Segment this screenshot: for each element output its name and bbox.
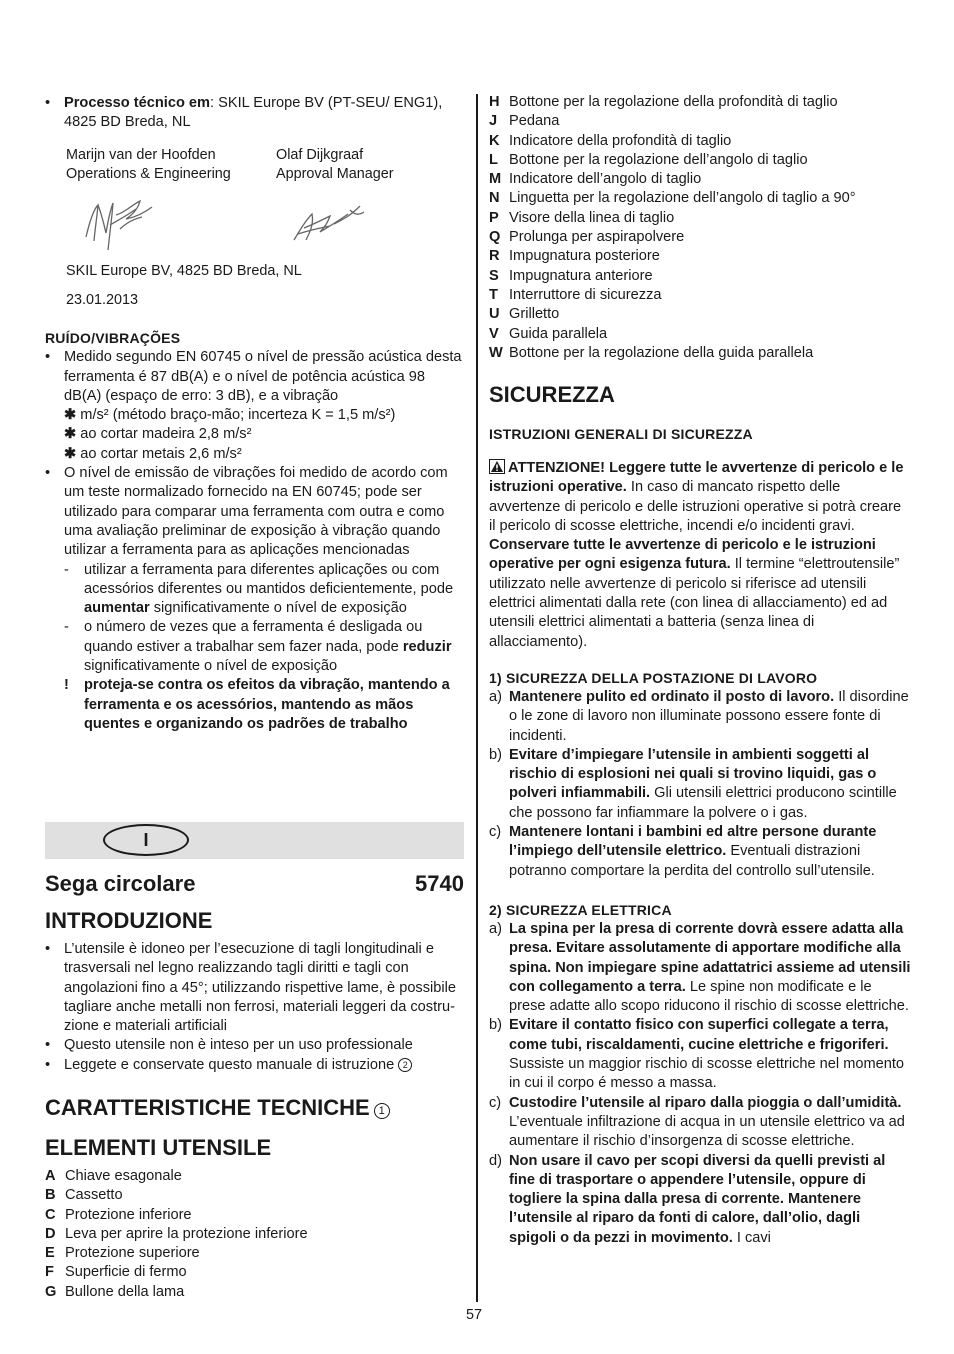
part-item: M Indicatore dell’angolo di taglio [489, 171, 702, 188]
tech-process-text: : SKIL Europe BV (PT-SEU/ ENG1), 4825 BD Breda, NL [64, 95, 443, 131]
part-item: B Cassetto [45, 1187, 123, 1204]
safety-heading: SICUREZZA [489, 382, 615, 407]
safety-item: a) La spina per la presa di corrente dovrà essere adatta alla presa. Evitare assolutamente di apportare modifiche alla spina. Non impiegare spine adattatrici assieme ad utensili con collegamento a terra. Le spine non modificate e le prese adatte allo scopo riducono il rischio di scosse elettriche. [489, 921, 911, 1015]
part-item: K Indicatore della profondità di taglio [489, 132, 732, 149]
safety-item: c) Custodire l’utensile al riparo dalla pioggia o dall’umidità. L’eventuale infiltrazione di acqua in un utensile elettrico va ad aumentare il rischio d’insorgenza di scosse elettriche. [489, 1094, 905, 1150]
signatory-1-name: Marijn van der Hoofden [66, 147, 216, 163]
noise-wood: ao cortar madeira 2,8 m/s² [80, 426, 252, 443]
star-icon: ✱ [64, 445, 77, 462]
noise-bullet: • Medido segundo EN 60745 o nível de pressão acústica desta ferramenta é 87 dB(A) e o nível de potência acústica 98 dB(A) (espaço de erro: 3 dB), e a vibração [45, 348, 465, 406]
part-item: V Guida parallela [489, 325, 608, 342]
general-safety-heading: ISTRUZIONI GENERALI DI SICUREZZA [489, 426, 753, 442]
work-area-heading: 1) SICUREZZA DELLA POSTAZIONE DI LAVORO [489, 670, 818, 686]
vibration-warning: ! proteja-se contra os efeitos da vibração, mantendo a ferramenta e os acessórios, mantendo as mãos quentes e organizando os padrões de trabalho [64, 677, 450, 732]
work-area-list [489, 688, 911, 881]
safety-item: a) Mantenere pulito ed ordinato il posto di lavoro. Il disordine o le zone di lavoro non illuminate possono essere fonte di incidenti. [489, 689, 909, 744]
part-item: D Leva per aprire la protezione inferiore [45, 1225, 308, 1242]
language-bar [45, 822, 464, 859]
safety-item: b) Evitare d’impiegare l’utensile in ambienti soggetti al rischio di esplosioni nei quali si trovino liquidi, gas o polveri infiammabili. Gli utensili elettrici producono scintille che possono far infiammare la polvere o i gas. [489, 746, 897, 821]
star-icon: ✱ [64, 426, 77, 443]
exclamation-icon: ! [64, 677, 69, 694]
parts-list-left [45, 1167, 465, 1302]
signature-1-image [80, 195, 160, 255]
intro-item: • Leggete e conservate questo manuale di istruzione 2 [45, 1056, 465, 1075]
part-item: E Protezione superiore [45, 1245, 200, 1262]
intro-list [45, 940, 465, 1075]
part-item: J Pedana [489, 113, 560, 130]
noise-section [45, 329, 465, 734]
part-item: R Impugnatura posteriore [489, 248, 660, 265]
noise-heading: RUÍDO/VIBRAÇÕES [45, 330, 181, 346]
signature-2-image [290, 200, 370, 248]
column-divider [476, 94, 478, 1302]
safety-item: c) Mantenere lontani i bambini ed altre persone durante l’impiego dell’utensile elettrico. Eventuali distrazioni potranno comportare la perdita del controllo sull’utensile. [489, 824, 877, 879]
intro-item: • L’utensile è idoneo per l’esecuzione di tagli longitudinali e trasversali nel legno realizzando tagli diritti e tagli con angolazioni fino a 45°; utilizzando rispettive lame, è possibile tagliare anche metalli non ferrosi, materiali leggeri da costru-zione e materiali artificiali [45, 940, 465, 1036]
company-line: SKIL Europe BV, 4825 BD Breda, NL [66, 263, 302, 279]
intro-heading: INTRODUZIONE [45, 908, 213, 933]
parts-list-right [489, 93, 911, 363]
part-item: H Bottone per la regolazione della profondità di taglio [489, 94, 838, 110]
part-item: N Linguetta per la regolazione dell’angolo di taglio a 90° [489, 190, 856, 207]
signatory-2-role: Approval Manager [276, 166, 394, 182]
safety-item: d) Non usare il cavo per scopi diversi da quelli previsti al fine di trasportare o appendere l’utensile, oppure di togliere la spina dalla presa di corrente. Mantenere l’utensile al riparo da fonti di calore, dall’olio, dagli spigoli o da pezzi in movimento. I cavi [489, 1152, 886, 1246]
page-number: 57 [466, 1307, 483, 1323]
safety-warning: ATTENZIONE! Leggere tutte le avvertenze di pericolo e le istruzioni operative. In caso di mancato rispetto delle avvertenze di pericolo e delle istruzioni operative si potrà creare il pericolo di scosse elettriche, incendi e/o incidenti gravi. Conservare tutte le avvertenze di pericolo e le istruzioni operative per ogni esigenza futura. Il termine “elettroutensile” utilizzato nelle avvertenze di pericolo si riferisce ad utensili elettrici alimentati dalla rete (con linea di allacciamento) ed ad utensili elettrici alimentati a batteria (senza linea di allacciamento). [489, 460, 904, 650]
electrical-heading: 2) SICUREZZA ELETTRICA [489, 902, 672, 918]
signatory-2-name: Olaf Dijkgraaf [276, 147, 364, 163]
star-icon: ✱ [64, 407, 77, 424]
part-item: T Interruttore di sicurezza [489, 286, 662, 303]
part-item: A Chiave esagonale [45, 1168, 182, 1184]
document-date: 23.01.2013 [66, 292, 139, 308]
intro-item: • Questo utensile non è inteso per un uso professionale [45, 1036, 465, 1055]
signatory-1-role: Operations & Engineering [66, 166, 231, 182]
part-item: Q Prolunga per aspirapolvere [489, 229, 685, 246]
part-item: U Grilletto [489, 306, 560, 323]
product-name: Sega circolare [45, 871, 196, 896]
safety-item: b) Evitare il contatto fisico con superfici collegate a terra, come tubi, riscaldamenti, cucine elettriche e frigoriferi. Sussiste un maggior rischio di scosse elettriche nel momento in cui il corpo é messo a massa. [489, 1017, 905, 1092]
part-item: W Bottone per la regolazione della guida parallela [489, 344, 814, 361]
tech-process-label: Processo técnico em [64, 95, 211, 111]
tech-process-bullet [45, 94, 465, 133]
specs-heading: CARATTERISTICHE TECNICHE 1 [45, 1095, 390, 1121]
signatories [66, 146, 486, 184]
elements-heading: ELEMENTI UTENSILE [45, 1135, 272, 1160]
part-item: F Superficie di fermo [45, 1264, 187, 1281]
product-code: 5740 [415, 871, 464, 896]
vibration-dash-1: - utilizar a ferramenta para diferentes aplicações ou com acessórios diferentes ou mantidos deficientemente, pode aumentar significativamente o nível de exposição [45, 561, 465, 619]
noise-star-line: m/s² (método braço-mão; incerteza K = 1,5 m/s²) [80, 407, 396, 424]
product-title [45, 871, 464, 897]
electrical-list [489, 920, 911, 1248]
vibration-bullet: • O nível de emissão de vibrações foi medido de acordo com um teste normalizado fornecido na EN 60745; pode ser utilizado para comparar uma ferramenta com outra e como uma avaliação preliminar de exposição à vibração quando utilizar a ferramenta para as aplicações mencionadas [45, 464, 465, 560]
language-badge: I [103, 824, 189, 856]
vibration-dash-2: - o número de vezes que a ferramenta é desligada ou quando estiver a trabalhar sem fazer nada, pode reduzir significativamente o nível de exposição [45, 618, 465, 676]
part-item: G Bullone della lama [45, 1283, 185, 1300]
part-item: C Protezione inferiore [45, 1206, 192, 1223]
figure-ref-1: 1 [374, 1103, 390, 1119]
noise-metal: ao cortar metais 2,6 m/s² [80, 445, 242, 462]
figure-ref-2: 2 [398, 1058, 412, 1072]
part-item: P Visore della linea di taglio [489, 209, 675, 226]
warning-icon [489, 459, 505, 474]
part-item: L Bottone per la regolazione dell’angolo di taglio [489, 151, 808, 168]
part-item: S Impugnatura anteriore [489, 267, 653, 284]
